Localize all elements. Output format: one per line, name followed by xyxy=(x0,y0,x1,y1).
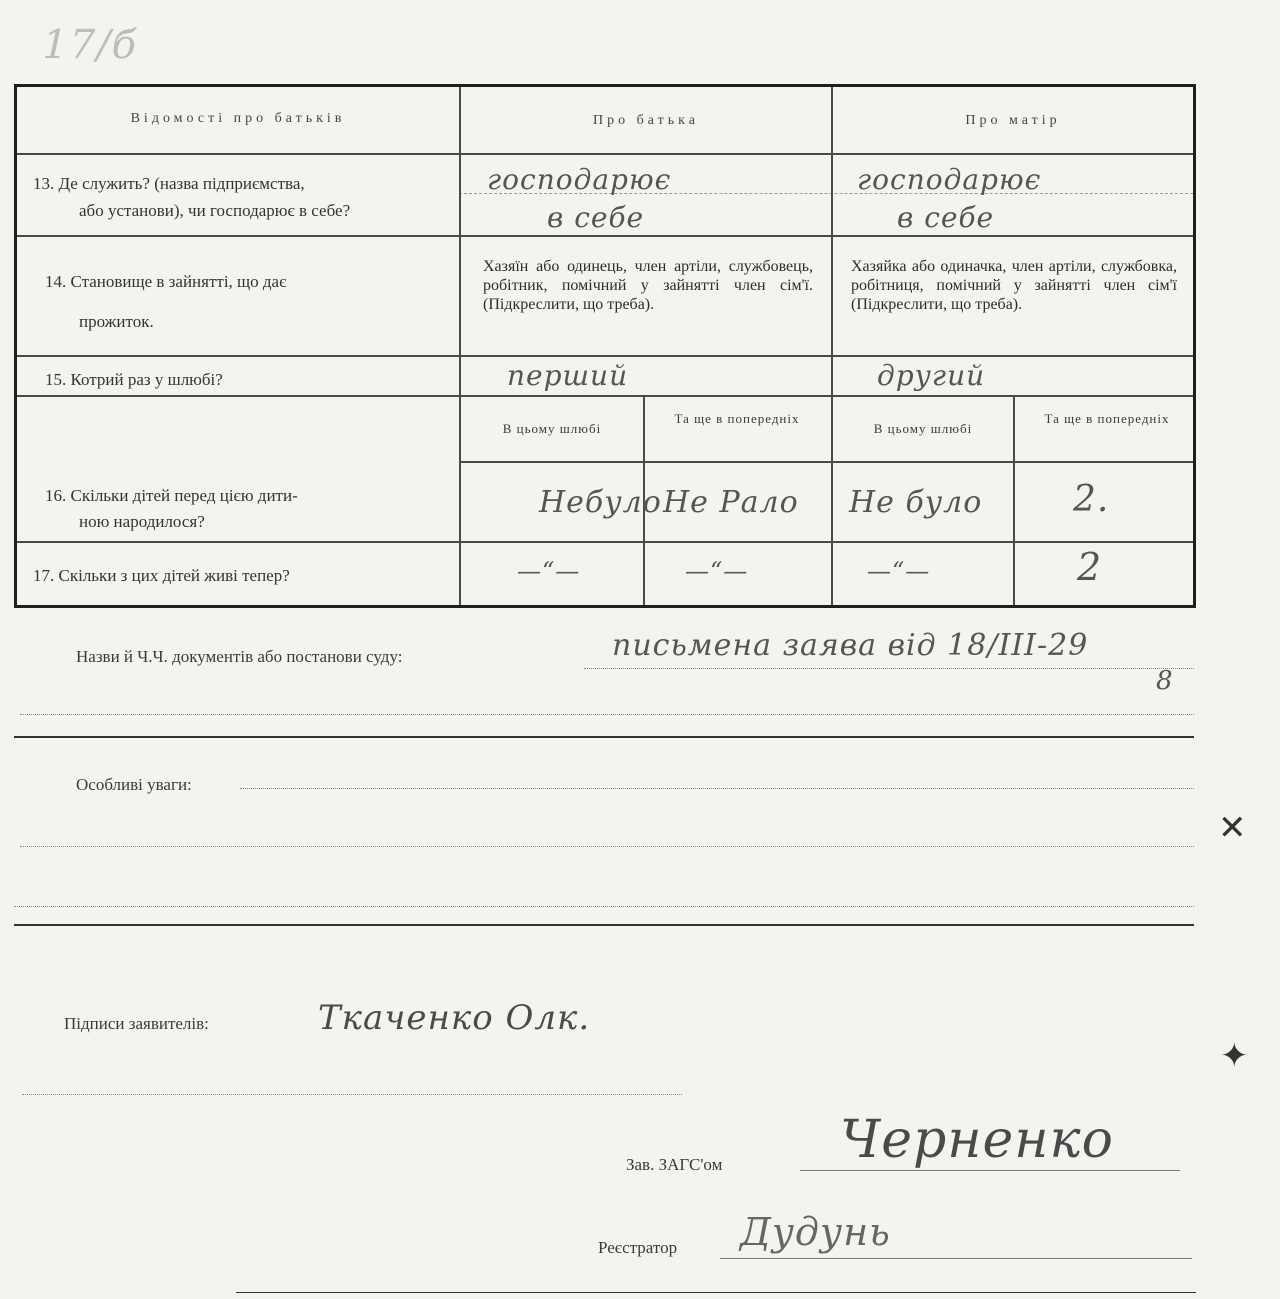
subheader-mother-previous: Та ще в попередніх xyxy=(1044,411,1170,426)
notes-separator xyxy=(14,924,1194,926)
q16-mother-previous: 2. xyxy=(1073,479,1110,520)
q13-line1: 13. Де служить? (назва підприємства, xyxy=(33,174,305,193)
subheader-father-this-marriage: В цьому шлюбі xyxy=(502,421,602,436)
applicants-label: Підписи заявителів: xyxy=(64,1014,209,1033)
header-father: Про батька xyxy=(593,113,699,128)
subheader-divider xyxy=(459,461,1193,463)
margin-smudge-2: ✦ xyxy=(1220,1038,1249,1075)
notes-line-1 xyxy=(240,788,1194,789)
q14-line2: прожиток. xyxy=(79,312,154,331)
q14-father-options: Хазяїн або одинець, член артіли, службовець, робітник, помічний у зайнятті член сім'ї. (Підкреслити, що треба). xyxy=(483,258,813,313)
head-label: Зав. ЗАГС'ом xyxy=(626,1155,723,1174)
q13-father-answer-2: в себе xyxy=(547,201,645,234)
q16-father-previous: Не Рало xyxy=(663,485,799,520)
q13-mother-answer-2: в себе xyxy=(897,201,995,234)
documents-line xyxy=(584,668,1194,669)
row14-divider xyxy=(17,355,1193,357)
applicants-signature: Ткаченко Олк. xyxy=(318,998,591,1038)
header-info: Відомості про батьків xyxy=(130,111,346,126)
notes-line-3 xyxy=(14,906,1194,907)
notes-label: Особливі уваги: xyxy=(76,775,192,794)
documents-label: Назви й Ч.Ч. документів або постанови суду: xyxy=(76,647,403,666)
documents-separator xyxy=(14,736,1194,738)
q16-father-this: Небуло xyxy=(539,485,662,520)
q15-father-answer: перший xyxy=(507,359,629,392)
q17-mother-previous: 2 xyxy=(1077,545,1103,589)
parents-info-table xyxy=(14,84,1196,608)
documents-value: письмена заява від 18/III-29 xyxy=(612,628,1089,663)
header-mother: Про матір xyxy=(965,113,1061,128)
q17-father-this: —“— xyxy=(517,557,581,585)
subheader-father-previous: Та ще в попередніх xyxy=(674,411,800,426)
q13-mother-answer-1: господарює xyxy=(857,163,1042,196)
row13-divider xyxy=(17,235,1193,237)
q16-line2: ною народилося? xyxy=(79,512,205,531)
row16-divider xyxy=(17,541,1193,543)
corner-archive-mark: 17/б xyxy=(37,22,144,68)
head-signature: Черненко xyxy=(840,1110,1114,1170)
q13-father-answer-1: господарює xyxy=(487,163,672,196)
q13-line2: або установи), чи господарює в себе? xyxy=(79,201,351,220)
header-divider xyxy=(17,153,1193,155)
q17-label: 17. Скільки з цих дітей живі тепер? xyxy=(33,566,290,585)
notes-line-2 xyxy=(20,846,1194,847)
registrar-label: Реєстратор xyxy=(598,1238,678,1257)
q17-mother-this: —“— xyxy=(867,557,931,585)
applicants-line xyxy=(22,1094,682,1095)
col-divider-1 xyxy=(459,87,461,605)
registrar-signature: Дудунь xyxy=(740,1210,891,1254)
q14-mother-options: Хазяйка або одиначка, член артіли, службовка, робітниця, помічний у зайнятті член сім'ї (Підкреслити, що треба). xyxy=(851,258,1177,313)
margin-smudge-1: ✕ xyxy=(1218,810,1247,847)
documents-value-tail: 8 xyxy=(1156,666,1174,696)
q14-line1: 14. Становище в зайнятті, що дає xyxy=(45,272,287,291)
col-divider-2 xyxy=(831,87,833,605)
registrar-line xyxy=(720,1258,1192,1259)
q16-mother-this: Не було xyxy=(849,485,983,520)
q15-label: 15. Котрий раз у шлюбі? xyxy=(45,370,223,389)
subheader-mother-this-marriage: В цьому шлюбі xyxy=(873,421,973,436)
q17-father-previous: —“— xyxy=(685,557,749,585)
q16-line1: 16. Скільки дітей перед цією дити- xyxy=(45,486,298,505)
bottom-edge-line xyxy=(236,1292,1196,1293)
q15-mother-answer: другий xyxy=(877,359,986,392)
head-line xyxy=(800,1170,1180,1171)
row15-divider xyxy=(17,395,1193,397)
documents-line-2 xyxy=(20,714,1194,715)
col-divider-mother-split xyxy=(1013,397,1015,605)
